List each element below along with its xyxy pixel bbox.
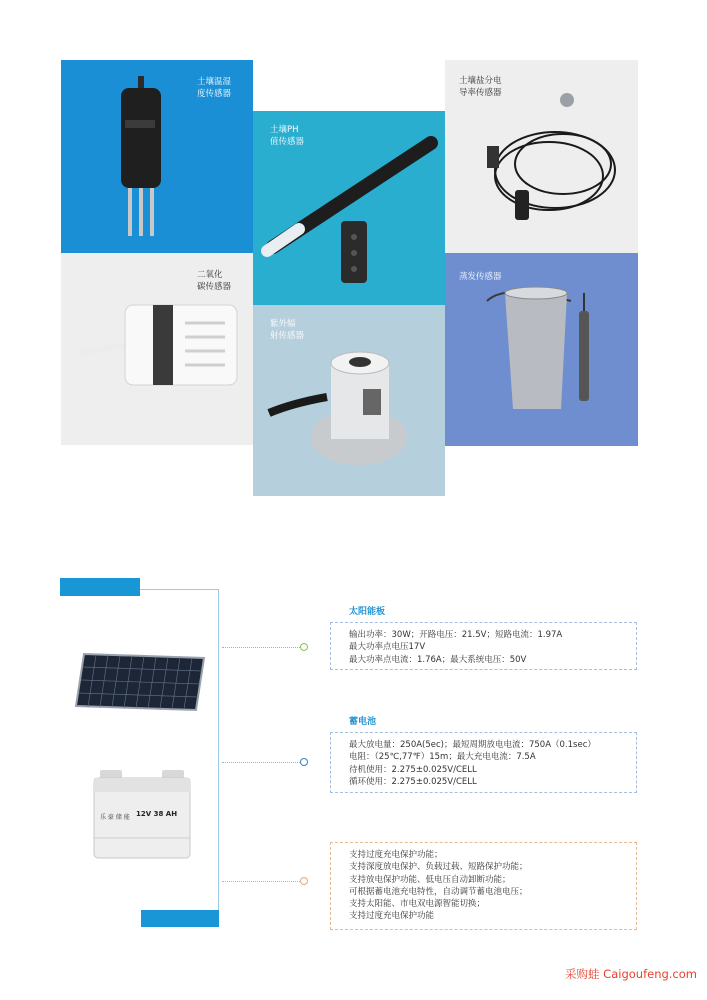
soil-temp-humidity-sensor-image — [61, 60, 253, 253]
top-accent-bar — [60, 578, 140, 596]
feature-line: 支持深度放电保护、负载过载、短路保护功能； — [349, 862, 528, 873]
spec-line: 最大放电量：250A(5ec)；最短周期放电电流：750A（0.1sec） — [349, 740, 596, 750]
solar-connector — [222, 647, 300, 648]
evaporation-pan-image — [445, 253, 638, 446]
spec-line: 最大功率点电流：1.76A；最大系统电压：50V — [349, 654, 527, 665]
footer-watermark: 采购蛙 Caigoufeng.com — [565, 967, 697, 981]
battery-brand: 乐 豪 储 能 — [100, 814, 130, 821]
feature-line: 支持过度充电保护功能； — [349, 850, 443, 860]
sensor-label: 二氧化 碳传感器 — [197, 270, 232, 292]
feature-line: 支持过度充电保护功能 — [349, 911, 435, 922]
controller-node — [300, 877, 308, 885]
battery-connector — [222, 762, 300, 763]
battery-specs — [330, 732, 637, 793]
solar-panel-specs — [330, 622, 637, 670]
battery-title: 蓄电池 — [349, 717, 377, 727]
battery-image — [92, 766, 192, 860]
battery-model: 12V 38 AH — [136, 810, 178, 818]
bottom-accent-bar — [141, 910, 219, 927]
uv-sensor-image — [253, 305, 445, 496]
feature-line: 支持太阳能、市电双电源智能切换； — [349, 899, 486, 910]
spec-line: 电阻：（25℃,77℉）15m；最大充电电流：7.5A — [349, 752, 536, 763]
spec-line: 待机使用：2.275±0.025V/CELL — [349, 764, 477, 775]
spec-line: 最大功率点电压17V — [349, 642, 426, 653]
sensor-label: 土壤盐分电 导率传感器 — [459, 76, 502, 98]
spec-line: 输出功率：30W；开路电压：21.5V；短路电流：1.97A — [349, 630, 563, 640]
feature-line: 可根据蓄电池充电特性，自动调节蓄电池电压； — [349, 886, 528, 897]
co2-sensor-image — [61, 253, 253, 445]
spec-line: 循环使用：2.275±0.025V/CELL — [349, 776, 477, 787]
tile-soil-temp-humidity — [61, 60, 253, 253]
solar-node — [300, 643, 308, 651]
sensor-label: 蒸发传感器 — [459, 272, 502, 282]
controller-features — [330, 842, 637, 930]
solar-panel-image — [72, 652, 210, 714]
soil-ph-sensor-image — [253, 111, 445, 305]
soil-salinity-sensor-image — [445, 60, 638, 253]
battery-node — [300, 758, 308, 766]
controller-connector — [222, 881, 300, 882]
solar-panel-title: 太阳能板 — [349, 607, 386, 617]
sensor-label: 土壤温湿 度传感器 — [197, 77, 232, 99]
tile-soil-ph — [253, 111, 445, 305]
sensor-label: 土壤PH 值传感器 — [270, 125, 305, 147]
tile-soil-salinity — [445, 60, 638, 253]
top-connector — [140, 589, 218, 590]
tile-evaporation — [445, 253, 638, 446]
tile-uv — [253, 305, 445, 496]
feature-line: 支持放电保护功能、低电压自动卸断功能； — [349, 874, 511, 885]
tile-co2 — [61, 253, 253, 445]
sensor-label: 紫外辐 射传感器 — [270, 319, 305, 341]
timeline-line — [218, 589, 219, 911]
